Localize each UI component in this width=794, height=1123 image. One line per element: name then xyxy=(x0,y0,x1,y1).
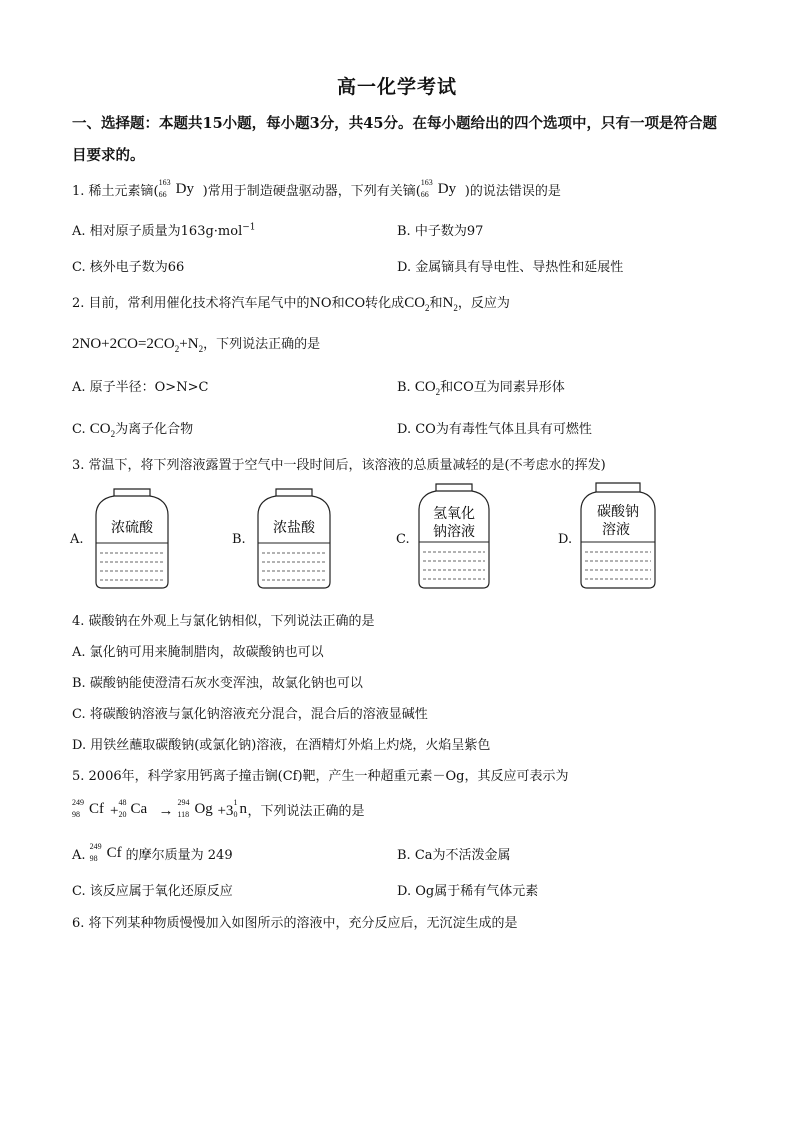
bottle-d-letter: D. xyxy=(558,532,573,547)
q5-option-d: D. Og属于稀有气体元素 xyxy=(397,884,539,899)
q2-option-b: B. $CO_2$和CO互为同素异形体 xyxy=(397,379,565,397)
bottle-c xyxy=(416,482,492,592)
nuclide-dy: 163 66 Dy xyxy=(158,177,194,199)
question-5-equation: 249 98 Cf + 48 20 Ca → 294 118 Og +3 1 0 n ，下列说法正确的是 xyxy=(72,797,365,819)
bottle-c-letter: C. xyxy=(396,532,410,547)
q1-option-d: D. 金属镝具有导电性、导热性和延展性 xyxy=(397,260,624,275)
q2-option-a: A. 原子半径：O>N>C xyxy=(72,380,209,395)
bottle-a xyxy=(92,487,172,591)
bottle-d xyxy=(578,482,658,592)
bottle-d-label-1: 碳酸钠 xyxy=(597,504,639,520)
bottle-a-letter: A. xyxy=(70,532,84,547)
question-2-equation: $2NO+2CO=2CO_2+N_2$，下列说法正确的是 xyxy=(72,336,321,354)
q2-option-c: C. $CO_2$为离子化合物 xyxy=(72,421,194,439)
question-2-stem: 2. 目前，常利用催化技术将汽车尾气中的NO和CO转化成$CO_2$和$N_2$，反应为 xyxy=(72,295,510,313)
q1-option-a: A. 相对原子质量为163g·mol$^{-1}$ xyxy=(72,222,256,239)
question-1-stem: 1. 稀土元素镝( 163 66 Dy )常用于制造硬盘驱动器，下列有关镝( 163 66 Dy )的说法错误的是 xyxy=(72,180,561,203)
q4-option-b: B. 碳酸钠能使澄清石灰水变浑浊，故氯化钠也可以 xyxy=(72,676,363,691)
reagent-bottles-figure xyxy=(70,482,670,592)
bottle-a-label: 浓硫酸 xyxy=(111,520,153,536)
bottle-b-letter: B. xyxy=(232,532,246,547)
bottle-c-label-1: 氢氧化 xyxy=(433,506,475,522)
nuclide-dy-2: 163 66 Dy xyxy=(420,177,457,199)
q2-option-d: D. CO为有毒性气体且具有可燃性 xyxy=(397,422,592,437)
bottle-b-label: 浓盐酸 xyxy=(273,520,315,536)
q5-option-c: C. 该反应属于氧化还原反应 xyxy=(72,884,233,899)
q4-option-c: C. 将碳酸钠溶液与氯化钠溶液充分混合，混合后的溶液显碱性 xyxy=(72,707,428,722)
bottle-d-label-2: 溶液 xyxy=(602,522,630,538)
bottle-b xyxy=(254,487,334,591)
q5-option-a: A. 249 98 Cf 的摩尔质量为 249 xyxy=(72,841,233,863)
q1-option-b: B. 中子数为97 xyxy=(397,224,484,239)
question-3-stem: 3. 常温下，将下列溶液露置于空气中一段时间后，该溶液的总质量减轻的是(不考虑水的挥发) xyxy=(72,458,606,473)
q5-option-b: B. Ca为不活泼金属 xyxy=(397,848,511,863)
section-heading: 一、选择题：本题共15小题，每小题3分，共45分。在每小题给出的四个选项中，只有一项是符合题目要求的。 xyxy=(72,115,717,164)
q4-option-a: A. 氯化钠可用来腌制腊肉，故碳酸钠也可以 xyxy=(72,645,324,660)
q1-option-c: C. 核外电子数为66 xyxy=(72,260,185,275)
question-5-stem: 5. 2006年，科学家用钙离子撞击锎(Cf)靶，产生一种超重元素－Og，其反应可表示为 xyxy=(72,769,569,784)
bottle-c-label-2: 钠溶液 xyxy=(433,524,475,540)
question-4-stem: 4. 碳酸钠在外观上与氯化钠相似，下列说法正确的是 xyxy=(72,614,375,629)
page-title: 高一化学考试 xyxy=(336,76,457,98)
question-6-stem: 6. 将下列某种物质慢慢加入如图所示的溶液中，充分反应后，无沉淀生成的是 xyxy=(72,916,518,931)
q4-option-d: D. 用铁丝蘸取碳酸钠(或氯化钠)溶液，在酒精灯外焰上灼烧，火焰呈紫色 xyxy=(72,738,491,753)
